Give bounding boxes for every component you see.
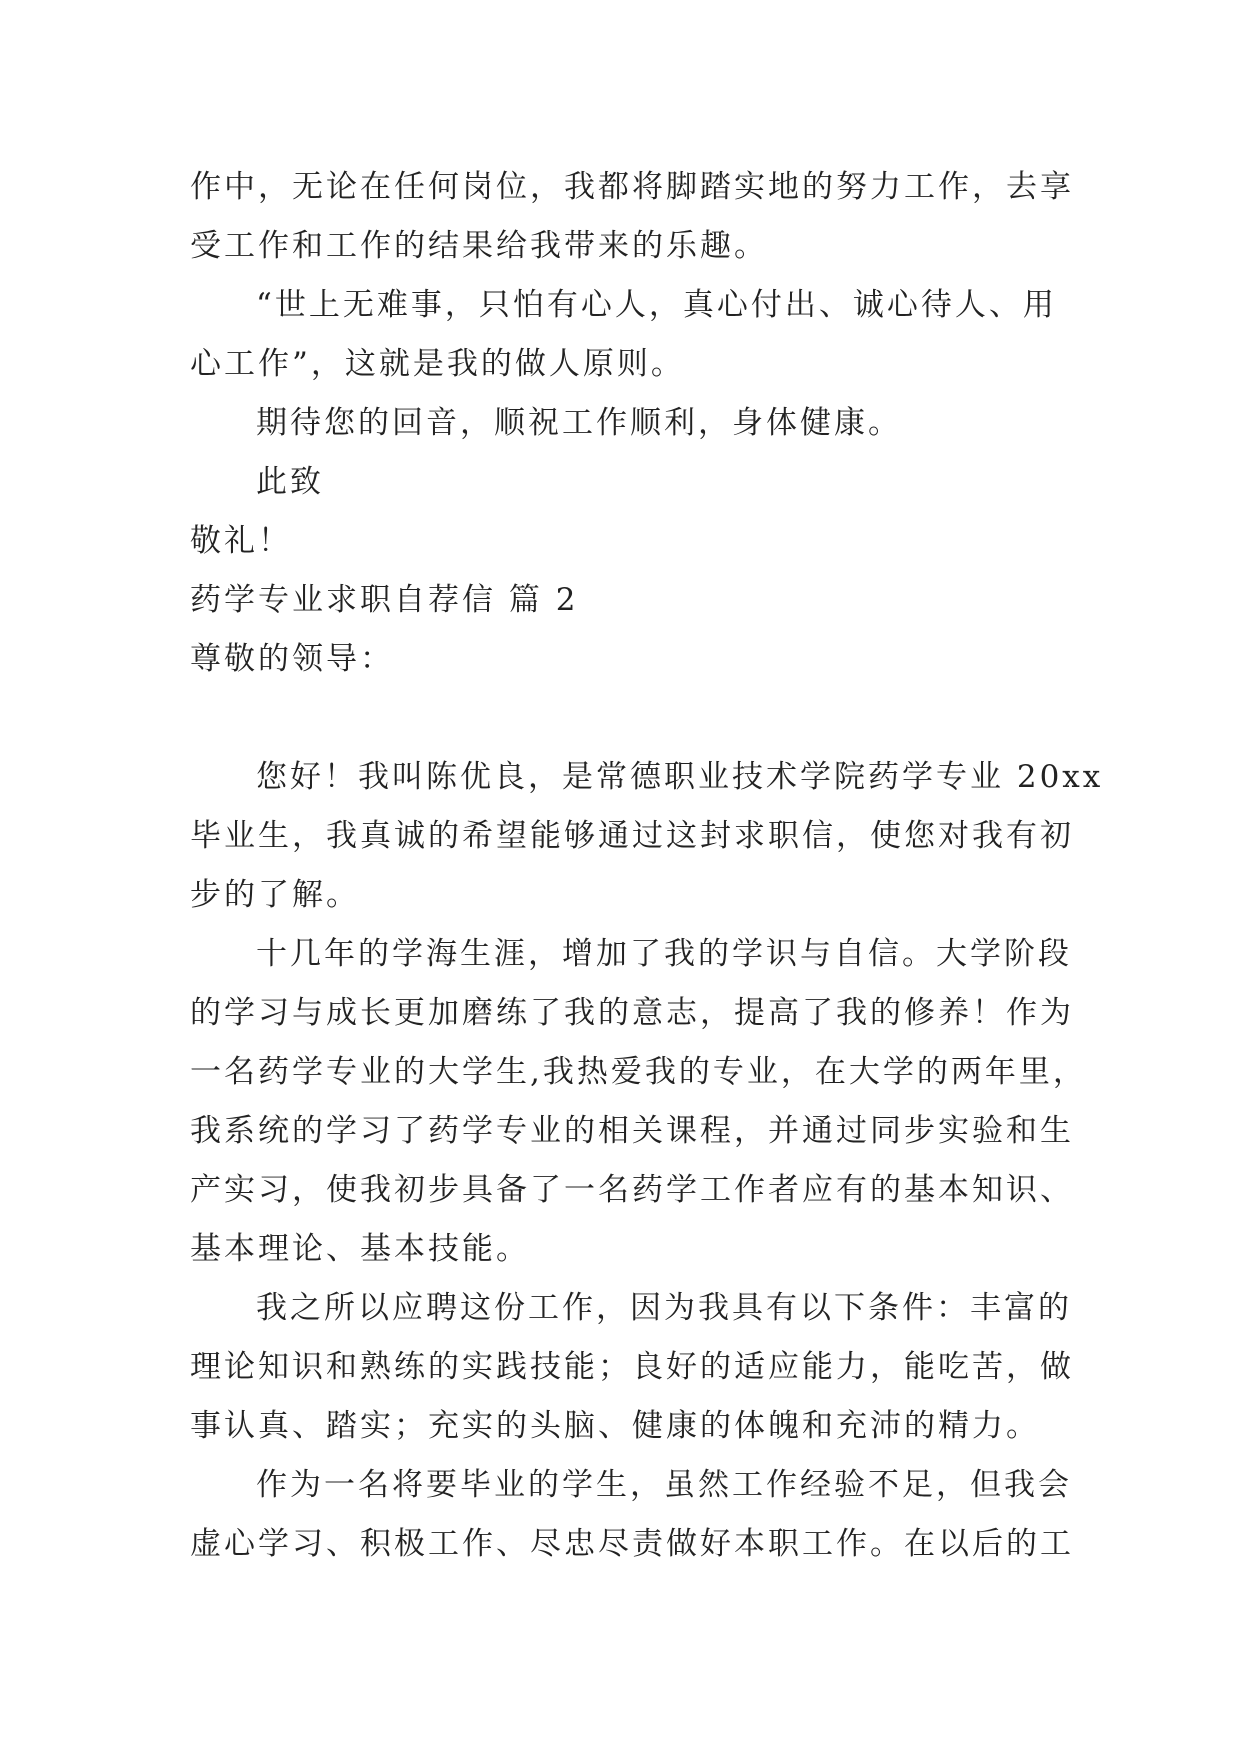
closing-salutation: 此致 [256, 464, 324, 500]
quote-line: “世上无难事，只怕有心人，真心付出、诚心待人、用 [256, 287, 1057, 323]
body-line: 毕业生，我真诚的希望能够通过这封求职信，使您对我有初 [190, 818, 1074, 854]
body-line: 产实习，使我初步具备了一名药学工作者应有的基本知识、 [190, 1172, 1074, 1208]
greeting: 尊敬的领导： [190, 641, 394, 677]
body-line: 我之所以应聘这份工作，因为我具有以下条件：丰富的 [256, 1290, 1072, 1326]
body-line: 事认真、踏实；充实的头脑、健康的体魄和充沛的精力。 [190, 1408, 1040, 1444]
body-line: 理论知识和熟练的实践技能；良好的适应能力，能吃苦，做 [190, 1349, 1074, 1385]
section-title: 药学专业求职自荐信 篇 2 [190, 582, 579, 618]
body-line: 基本理论、基本技能。 [190, 1231, 530, 1267]
body-line: 的学习与成长更加磨练了我的意志，提高了我的修养！作为 [190, 995, 1074, 1031]
quote-line: 心工作”，这就是我的做人原则。 [190, 346, 685, 382]
closing-wish: 期待您的回音，顺祝工作顺利，身体健康。 [256, 405, 902, 441]
body-line: 一名药学专业的大学生,我热爱我的专业，在大学的两年里， [190, 1054, 1087, 1090]
blank-line [190, 689, 1070, 748]
body-line: 虚心学习、积极工作、尽忠尽责做好本职工作。在以后的工 [190, 1526, 1074, 1562]
body-line: 您好！我叫陈优良，是常德职业技术学院药学专业 20xx [256, 759, 1104, 795]
document-page [190, 158, 1104, 1574]
body-line: 步的了解。 [190, 877, 360, 913]
body-line: 作为一名将要毕业的学生，虽然工作经验不足，但我会 [256, 1467, 1072, 1503]
closing-regards: 敬礼！ [190, 523, 292, 559]
body-line: 受工作和工作的结果给我带来的乐趣。 [190, 228, 768, 264]
body-line: 我系统的学习了药学专业的相关课程，并通过同步实验和生 [190, 1113, 1074, 1149]
body-line: 十几年的学海生涯，增加了我的学识与自信。大学阶段 [256, 936, 1072, 972]
body-line: 作中，无论在任何岗位，我都将脚踏实地的努力工作，去享 [190, 169, 1074, 205]
